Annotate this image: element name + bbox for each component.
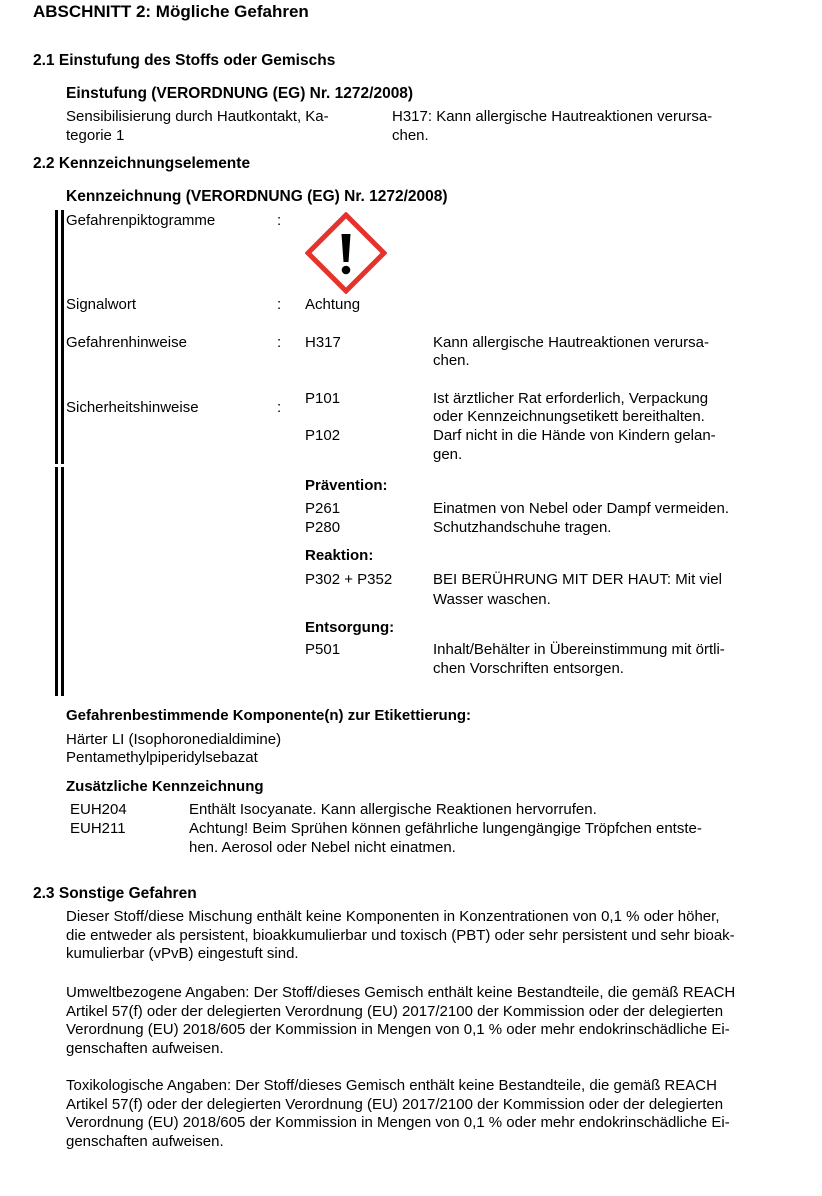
hazard-text-line2: chen. (433, 352, 470, 369)
s23-title: 2.3 Sonstige Gefahren (33, 885, 197, 902)
colon: : (277, 399, 282, 416)
pictograms-label: Gefahrenpiktogramme (66, 212, 216, 229)
s21-subtitle: Einstufung (VERORDNUNG (EG) Nr. 1272/2008) (66, 85, 414, 102)
revision-bar-left-1 (55, 210, 58, 464)
paragraph-environment (66, 984, 822, 1058)
p102-code: P102 (305, 427, 341, 444)
colon: : (277, 296, 282, 313)
paragraph-toxicology (66, 1077, 822, 1151)
signal-value: Achtung (305, 296, 361, 313)
paragraph-line: Toxikologische Angaben: Der Stoff/dieses Gemisch enthält keine Bestandteile, die gemäß REACH (66, 1077, 717, 1094)
paragraph-line: kumulierbar (vPvB) eingestuft sind. (66, 945, 299, 962)
paragraph-line: Verordnung (EU) 2018/605 der Kommission in Mengen von 0,1 % oder mehr endokrinschädliche Ei- (66, 1021, 730, 1038)
p501-code: P501 (305, 641, 341, 658)
hazard-code: H317 (305, 334, 341, 351)
signal-label: Signalwort (66, 296, 137, 313)
p102-text-line1: Darf nicht in die Hände von Kindern gelan- (433, 427, 716, 444)
hazard-statement-line1: H317: Kann allergische Hautreaktionen verursa- (392, 108, 713, 125)
paragraph-line: die entweder als persistent, bioakkumulierbar und toxisch (PBT) oder sehr persistent und sehr bioak- (66, 926, 735, 944)
p280-code: P280 (305, 519, 341, 536)
revision-bar-left-2 (55, 467, 58, 696)
paragraph-pbt (66, 908, 822, 964)
paragraph-line: genschaften aufweisen. (66, 1132, 224, 1150)
components-title: Gefahrenbestimmende Komponente(n) zur Etikettierung: (66, 707, 472, 724)
paragraph-line: Artikel 57(f) oder der delegierten Verordnung (EU) 2017/2100 der Kommission oder der delegierten (66, 1002, 724, 1020)
p101-code: P101 (305, 390, 341, 407)
reaction-title: Reaktion: (305, 547, 374, 564)
euh211-code: EUH211 (70, 820, 126, 837)
s21-title: 2.1 Einstufung des Stoffs oder Gemischs (33, 52, 336, 69)
hazard-text-line1: Kann allergische Hautreaktionen verursa- (433, 334, 709, 351)
p101-text-line2: oder Kennzeichnungsetikett bereithalten. (433, 408, 705, 425)
s22-title: 2.2 Kennzeichnungselemente (33, 155, 251, 172)
paragraph-line: Umweltbezogene Angaben: Der Stoff/dieses Gemisch enthält keine Bestandteile, die gemäß REACH (66, 984, 736, 1001)
component-1: Härter LI (Isophoronedialdimine) (66, 731, 282, 748)
p302-text-line1: BEI BERÜHRUNG MIT DER HAUT: Mit viel (433, 571, 722, 588)
p302-text-line2: Wasser waschen. (433, 591, 551, 608)
prevention-title: Prävention: (305, 477, 388, 494)
additional-title: Zusätzliche Kennzeichnung (66, 778, 264, 795)
p501-text-line1: Inhalt/Behälter in Übereinstimmung mit örtli- (433, 641, 725, 658)
p261-code: P261 (305, 500, 341, 517)
revision-bar-right-1 (61, 210, 64, 464)
paragraph-line: Dieser Stoff/diese Mischung enthält keine Komponenten in Konzentrationen von 0,1 % oder höher, (66, 908, 720, 925)
euh211-text-line2: hen. Aerosol oder Nebel nicht einatmen. (189, 839, 456, 856)
euh204-code: EUH204 (70, 801, 127, 818)
p302-code: P302 + P352 (305, 571, 393, 588)
paragraph-line: Artikel 57(f) oder der delegierten Verordnung (EU) 2017/2100 der Kommission oder der delegierten (66, 1095, 724, 1113)
paragraph-line: genschaften aufweisen. (66, 1039, 224, 1057)
hazard-statement-line2: chen. (392, 127, 429, 144)
p261-text: Einatmen von Nebel oder Dampf vermeiden. (433, 500, 729, 517)
ghs07-exclamation-icon (305, 212, 387, 294)
component-2: Pentamethylpiperidylsebazat (66, 749, 258, 766)
paragraph-line: Verordnung (EU) 2018/605 der Kommission in Mengen von 0,1 % oder mehr endokrinschädliche Ei- (66, 1114, 730, 1131)
euh211-text-line1: Achtung! Beim Sprühen können gefährliche lungengängige Tröpfchen entste- (189, 820, 702, 837)
p501-text-line2: chen Vorschriften entsorgen. (433, 660, 624, 677)
classification-line1: Sensibilisierung durch Hautkontakt, Ka- (66, 108, 329, 125)
precaution-label: Sicherheitshinweise (66, 399, 199, 416)
disposal-title: Entsorgung: (305, 619, 395, 636)
colon: : (277, 212, 282, 229)
p102-text-line2: gen. (433, 446, 463, 463)
s22-subtitle: Kennzeichnung (VERORDNUNG (EG) Nr. 1272/2008) (66, 188, 448, 205)
colon: : (277, 334, 282, 351)
classification-line2: tegorie 1 (66, 127, 125, 144)
section-title: ABSCHNITT 2: Mögliche Gefahren (33, 2, 309, 21)
revision-bar-right-2 (61, 467, 64, 696)
euh204-text: Enthält Isocyanate. Kann allergische Reaktionen hervorrufen. (189, 801, 597, 818)
p280-text: Schutzhandschuhe tragen. (433, 519, 612, 536)
hazard-label: Gefahrenhinweise (66, 334, 187, 351)
p101-text-line1: Ist ärztlicher Rat erforderlich, Verpackung (433, 390, 709, 407)
